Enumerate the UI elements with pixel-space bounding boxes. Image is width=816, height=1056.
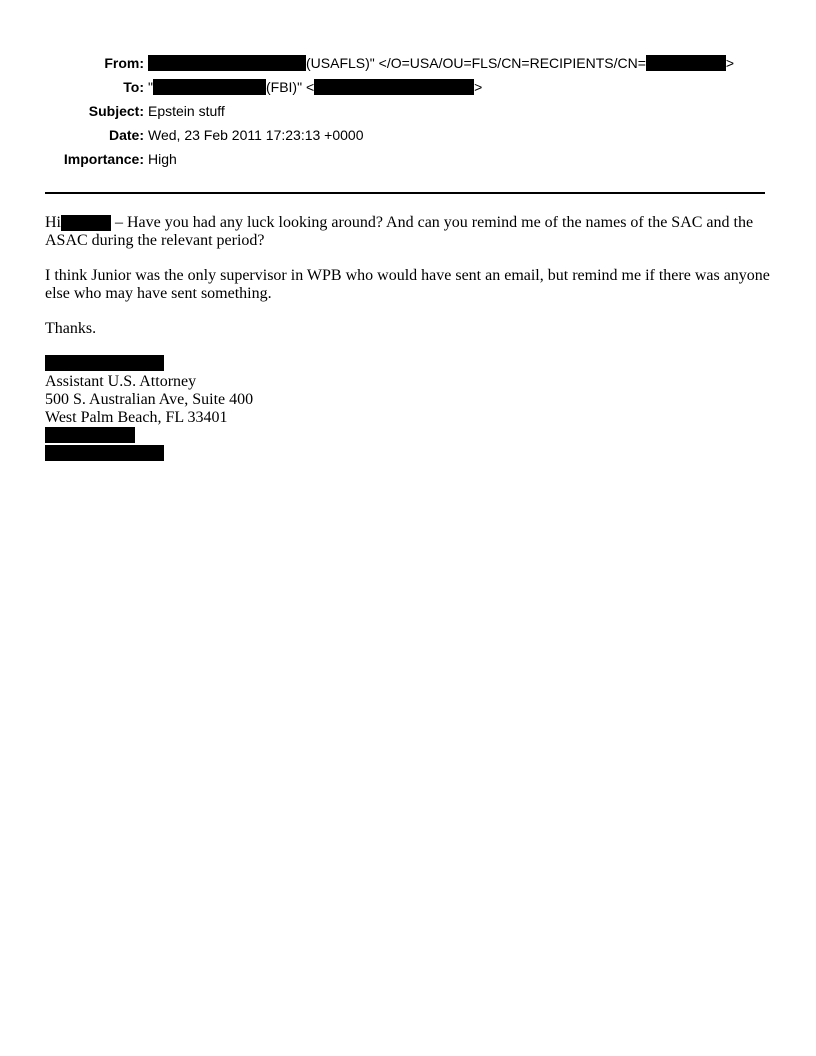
header-divider bbox=[45, 192, 765, 194]
importance-value: High bbox=[148, 151, 177, 167]
redaction-block bbox=[45, 427, 135, 443]
body-paragraph-2: I think Junior was the only supervisor in WPB who would have sent an email, but remind me if there was anyone else who may have sent something. bbox=[45, 267, 770, 302]
redaction-block bbox=[45, 445, 164, 461]
redaction-block bbox=[153, 79, 266, 95]
to-label: To: bbox=[123, 79, 144, 95]
redaction-block bbox=[61, 215, 111, 231]
from-label: From: bbox=[104, 55, 144, 71]
redaction-block bbox=[45, 355, 164, 371]
to-address-text: (FBI)" < bbox=[265, 79, 315, 95]
signature-address-line-2: West Palm Beach, FL 33401 bbox=[45, 409, 228, 426]
redaction-block bbox=[646, 55, 726, 71]
signature-block bbox=[45, 355, 775, 461]
signature-address-line-1: 500 S. Australian Ave, Suite 400 bbox=[45, 391, 254, 408]
signature-title: Assistant U.S. Attorney bbox=[45, 373, 197, 390]
greeting: Hi bbox=[45, 214, 61, 231]
body-paragraph-1 bbox=[45, 214, 775, 250]
subject-value: Epstein stuff bbox=[148, 103, 225, 119]
date-label: Date: bbox=[108, 127, 144, 143]
from-address-end: > bbox=[725, 55, 735, 71]
importance-label: Importance: bbox=[63, 151, 144, 167]
to-row bbox=[0, 78, 816, 102]
subject-label: Subject: bbox=[88, 103, 144, 119]
importance-row bbox=[0, 150, 816, 174]
redaction-block bbox=[148, 55, 306, 71]
redaction-block bbox=[314, 79, 474, 95]
date-value: Wed, 23 Feb 2011 17:23:13 +0000 bbox=[148, 127, 364, 143]
to-value bbox=[148, 78, 482, 96]
to-address-end: > bbox=[474, 79, 483, 95]
closing: Thanks. bbox=[45, 320, 97, 337]
email-body bbox=[45, 214, 775, 463]
date-row bbox=[0, 126, 816, 150]
from-address-text: (USAFLS)" </O=USA/OU=FLS/CN=RECIPIENTS/CN= bbox=[306, 55, 646, 71]
from-value bbox=[148, 54, 734, 72]
to-quote: " bbox=[148, 79, 153, 95]
email-header bbox=[0, 54, 816, 174]
subject-row bbox=[0, 102, 816, 126]
from-row bbox=[0, 54, 816, 78]
paragraph-1-text: – Have you had any luck looking around? And can you remind me of the names of the SAC and the ASAC during the relevant period? bbox=[45, 214, 754, 249]
